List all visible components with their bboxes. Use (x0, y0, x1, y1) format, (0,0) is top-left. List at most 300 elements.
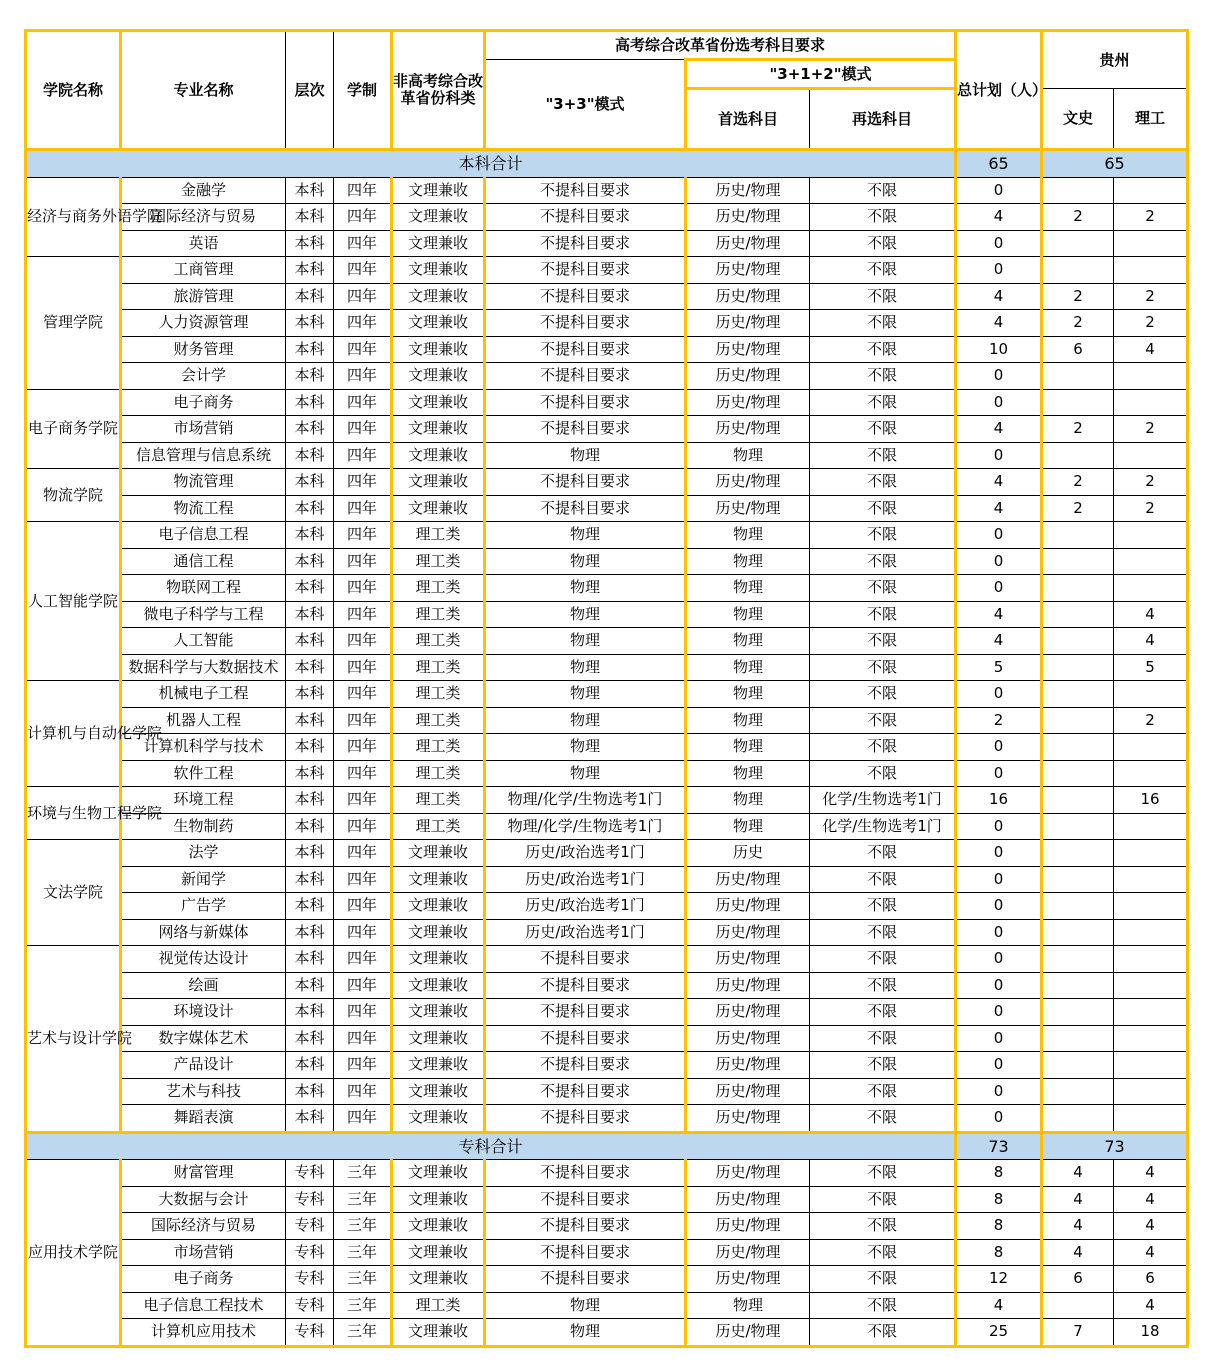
cell-second-subject: 不限 (810, 442, 956, 469)
cell-total: 0 (956, 230, 1042, 257)
cell-duration: 四年 (334, 1052, 392, 1079)
cell-arts (1042, 442, 1114, 469)
cell-science (1114, 999, 1188, 1026)
cell-science (1114, 1105, 1188, 1133)
cell-second-subject: 不限 (810, 1025, 956, 1052)
cell-science (1114, 363, 1188, 390)
cell-non-reform: 理工类 (392, 813, 485, 840)
cell-mode-33: 物理 (485, 522, 686, 549)
header-province: 贵州 (1042, 31, 1188, 89)
cell-non-reform: 理工类 (392, 575, 485, 602)
enrollment-plan-table (24, 29, 1189, 1348)
cell-second-subject: 不限 (810, 707, 956, 734)
cell-major: 环境设计 (121, 999, 286, 1026)
cell-first-subject: 物理 (686, 760, 810, 787)
cell-arts (1042, 1052, 1114, 1079)
table-row (26, 787, 1188, 814)
cell-non-reform: 文理兼收 (392, 416, 485, 443)
cell-non-reform: 理工类 (392, 601, 485, 628)
cell-second-subject: 不限 (810, 999, 956, 1026)
cell-mode-33: 不提科目要求 (485, 177, 686, 204)
cell-science: 2 (1114, 416, 1188, 443)
cell-mode-33: 不提科目要求 (485, 946, 686, 973)
cell-first-subject: 历史/物理 (686, 204, 810, 231)
cell-first-subject: 历史/物理 (686, 363, 810, 390)
summary-row (26, 1132, 1188, 1160)
cell-major: 财务管理 (121, 336, 286, 363)
cell-non-reform: 文理兼收 (392, 442, 485, 469)
cell-duration: 三年 (334, 1160, 392, 1187)
table-row (26, 389, 1188, 416)
cell-major: 微电子科学与工程 (121, 601, 286, 628)
cell-arts: 2 (1042, 416, 1114, 443)
cell-arts: 4 (1042, 1186, 1114, 1213)
cell-arts (1042, 1025, 1114, 1052)
cell-arts (1042, 999, 1114, 1026)
table-row (26, 1266, 1188, 1293)
cell-science (1114, 257, 1188, 284)
cell-total: 0 (956, 760, 1042, 787)
college-name: 应用技术学院 (26, 1160, 121, 1347)
header-mode-312: "3+1+2"模式 (686, 60, 956, 89)
cell-total: 0 (956, 363, 1042, 390)
cell-second-subject: 不限 (810, 1186, 956, 1213)
cell-non-reform: 文理兼收 (392, 1213, 485, 1240)
cell-major: 数字媒体艺术 (121, 1025, 286, 1052)
cell-first-subject: 物理 (686, 601, 810, 628)
cell-second-subject: 不限 (810, 946, 956, 973)
table-row (26, 416, 1188, 443)
cell-major: 国际经济与贸易 (121, 204, 286, 231)
table-row (26, 866, 1188, 893)
cell-science (1114, 389, 1188, 416)
cell-non-reform: 文理兼收 (392, 866, 485, 893)
cell-science (1114, 919, 1188, 946)
cell-first-subject: 历史/物理 (686, 283, 810, 310)
cell-science: 2 (1114, 310, 1188, 337)
cell-major: 电子信息工程技术 (121, 1292, 286, 1319)
cell-arts: 6 (1042, 336, 1114, 363)
cell-duration: 四年 (334, 257, 392, 284)
cell-mode-33: 物理 (485, 707, 686, 734)
summary-province-total: 73 (1042, 1132, 1188, 1160)
cell-first-subject: 物理 (686, 575, 810, 602)
cell-major: 软件工程 (121, 760, 286, 787)
cell-second-subject: 不限 (810, 257, 956, 284)
cell-first-subject: 历史/物理 (686, 1186, 810, 1213)
cell-duration: 四年 (334, 734, 392, 761)
cell-non-reform: 理工类 (392, 760, 485, 787)
table-row (26, 734, 1188, 761)
cell-science (1114, 230, 1188, 257)
cell-level: 本科 (286, 310, 334, 337)
cell-arts (1042, 654, 1114, 681)
cell-major: 计算机科学与技术 (121, 734, 286, 761)
cell-duration: 四年 (334, 972, 392, 999)
cell-arts: 2 (1042, 495, 1114, 522)
table-row (26, 204, 1188, 231)
cell-first-subject: 历史/物理 (686, 416, 810, 443)
cell-total: 2 (956, 707, 1042, 734)
header-college: 学院名称 (26, 31, 121, 150)
summary-label: 专科合计 (26, 1132, 956, 1160)
cell-duration: 三年 (334, 1266, 392, 1293)
summary-province-total: 65 (1042, 150, 1188, 178)
cell-mode-33: 不提科目要求 (485, 204, 686, 231)
header-mode-33: "3+3"模式 (485, 60, 686, 150)
cell-duration: 四年 (334, 999, 392, 1026)
cell-major: 广告学 (121, 893, 286, 920)
cell-major: 环境工程 (121, 787, 286, 814)
cell-arts (1042, 787, 1114, 814)
cell-second-subject: 化学/生物选考1门 (810, 813, 956, 840)
cell-total: 4 (956, 416, 1042, 443)
cell-science: 5 (1114, 654, 1188, 681)
cell-arts: 2 (1042, 469, 1114, 496)
cell-major: 机器人工程 (121, 707, 286, 734)
cell-duration: 四年 (334, 575, 392, 602)
cell-non-reform: 文理兼收 (392, 919, 485, 946)
cell-second-subject: 不限 (810, 1239, 956, 1266)
table-row (26, 919, 1188, 946)
cell-level: 本科 (286, 946, 334, 973)
header-science: 理工 (1114, 89, 1188, 150)
cell-major: 网络与新媒体 (121, 919, 286, 946)
cell-total: 4 (956, 283, 1042, 310)
cell-arts: 6 (1042, 1266, 1114, 1293)
cell-total: 0 (956, 1025, 1042, 1052)
cell-total: 4 (956, 628, 1042, 655)
cell-science: 2 (1114, 707, 1188, 734)
cell-science (1114, 1025, 1188, 1052)
cell-non-reform: 文理兼收 (392, 310, 485, 337)
cell-non-reform: 文理兼收 (392, 1319, 485, 1347)
college-name: 人工智能学院 (26, 522, 121, 681)
cell-mode-33: 不提科目要求 (485, 1239, 686, 1266)
cell-major: 艺术与科技 (121, 1078, 286, 1105)
table-row (26, 813, 1188, 840)
cell-arts: 4 (1042, 1213, 1114, 1240)
cell-arts (1042, 1078, 1114, 1105)
cell-non-reform: 理工类 (392, 654, 485, 681)
cell-second-subject: 不限 (810, 469, 956, 496)
cell-science (1114, 177, 1188, 204)
enrollment-plan-document (24, 29, 1189, 1348)
header-arts: 文史 (1042, 89, 1114, 150)
cell-second-subject: 不限 (810, 681, 956, 708)
cell-duration: 四年 (334, 310, 392, 337)
summary-total: 65 (956, 150, 1042, 178)
table-row (26, 946, 1188, 973)
table-row (26, 575, 1188, 602)
cell-arts (1042, 522, 1114, 549)
cell-duration: 三年 (334, 1213, 392, 1240)
table-row (26, 522, 1188, 549)
cell-non-reform: 文理兼收 (392, 1239, 485, 1266)
cell-non-reform: 理工类 (392, 707, 485, 734)
header-total: 总计划（人） (956, 31, 1042, 150)
header-duration: 学制 (334, 31, 392, 150)
cell-arts: 2 (1042, 310, 1114, 337)
cell-mode-33: 物理 (485, 1292, 686, 1319)
cell-major: 计算机应用技术 (121, 1319, 286, 1347)
cell-first-subject: 历史/物理 (686, 1266, 810, 1293)
cell-duration: 四年 (334, 840, 392, 867)
cell-first-subject: 历史/物理 (686, 919, 810, 946)
cell-mode-33: 不提科目要求 (485, 469, 686, 496)
cell-total: 0 (956, 177, 1042, 204)
cell-level: 本科 (286, 999, 334, 1026)
table-row (26, 1319, 1188, 1347)
table-row (26, 548, 1188, 575)
cell-level: 专科 (286, 1160, 334, 1187)
cell-arts (1042, 919, 1114, 946)
cell-total: 0 (956, 1052, 1042, 1079)
cell-duration: 四年 (334, 601, 392, 628)
cell-level: 专科 (286, 1292, 334, 1319)
cell-second-subject: 不限 (810, 628, 956, 655)
cell-non-reform: 文理兼收 (392, 389, 485, 416)
cell-major: 电子商务 (121, 1266, 286, 1293)
cell-duration: 四年 (334, 654, 392, 681)
cell-non-reform: 文理兼收 (392, 363, 485, 390)
cell-first-subject: 历史/物理 (686, 336, 810, 363)
cell-science: 4 (1114, 628, 1188, 655)
cell-major: 金融学 (121, 177, 286, 204)
cell-duration: 三年 (334, 1319, 392, 1347)
cell-non-reform: 文理兼收 (392, 230, 485, 257)
cell-duration: 四年 (334, 548, 392, 575)
cell-second-subject: 不限 (810, 389, 956, 416)
cell-first-subject: 历史 (686, 840, 810, 867)
cell-major: 绘画 (121, 972, 286, 999)
cell-first-subject: 物理 (686, 681, 810, 708)
cell-non-reform: 文理兼收 (392, 840, 485, 867)
cell-arts (1042, 601, 1114, 628)
cell-level: 本科 (286, 416, 334, 443)
table-row (26, 1239, 1188, 1266)
cell-science: 4 (1114, 1292, 1188, 1319)
cell-first-subject: 历史/物理 (686, 1239, 810, 1266)
cell-level: 专科 (286, 1266, 334, 1293)
cell-science (1114, 734, 1188, 761)
cell-mode-33: 不提科目要求 (485, 972, 686, 999)
cell-mode-33: 物理/化学/生物选考1门 (485, 813, 686, 840)
cell-second-subject: 不限 (810, 840, 956, 867)
table-row (26, 999, 1188, 1026)
cell-duration: 四年 (334, 442, 392, 469)
header-second-subject: 再选科目 (810, 89, 956, 150)
cell-science: 2 (1114, 283, 1188, 310)
cell-total: 4 (956, 469, 1042, 496)
table-row (26, 336, 1188, 363)
cell-mode-33: 不提科目要求 (485, 230, 686, 257)
cell-total: 8 (956, 1213, 1042, 1240)
cell-non-reform: 理工类 (392, 548, 485, 575)
cell-science (1114, 972, 1188, 999)
table-row (26, 1025, 1188, 1052)
cell-arts (1042, 681, 1114, 708)
cell-second-subject: 不限 (810, 363, 956, 390)
cell-arts (1042, 734, 1114, 761)
cell-total: 8 (956, 1239, 1042, 1266)
cell-first-subject: 历史/物理 (686, 1319, 810, 1347)
cell-second-subject: 不限 (810, 336, 956, 363)
table-row (26, 177, 1188, 204)
cell-science (1114, 760, 1188, 787)
cell-major: 电子信息工程 (121, 522, 286, 549)
cell-major: 市场营销 (121, 1239, 286, 1266)
cell-first-subject: 历史/物理 (686, 1213, 810, 1240)
cell-science: 4 (1114, 1239, 1188, 1266)
table-row (26, 840, 1188, 867)
table-row (26, 601, 1188, 628)
cell-mode-33: 历史/政治选考1门 (485, 840, 686, 867)
cell-second-subject: 不限 (810, 893, 956, 920)
cell-science (1114, 442, 1188, 469)
cell-non-reform: 文理兼收 (392, 257, 485, 284)
table-row (26, 442, 1188, 469)
table-row (26, 495, 1188, 522)
cell-first-subject: 历史/物理 (686, 230, 810, 257)
cell-mode-33: 不提科目要求 (485, 999, 686, 1026)
cell-level: 本科 (286, 1105, 334, 1133)
college-name: 计算机与自动化学院 (26, 681, 121, 787)
cell-arts (1042, 946, 1114, 973)
cell-level: 本科 (286, 522, 334, 549)
cell-arts (1042, 575, 1114, 602)
cell-second-subject: 不限 (810, 1319, 956, 1347)
cell-duration: 四年 (334, 389, 392, 416)
cell-science (1114, 866, 1188, 893)
cell-first-subject: 物理 (686, 442, 810, 469)
table-row (26, 1052, 1188, 1079)
cell-level: 专科 (286, 1213, 334, 1240)
header-non-reform: 非高考综合改革省份科类 (392, 31, 485, 150)
cell-total: 0 (956, 681, 1042, 708)
cell-arts (1042, 177, 1114, 204)
college-name: 管理学院 (26, 257, 121, 390)
cell-science: 6 (1114, 1266, 1188, 1293)
cell-non-reform: 理工类 (392, 522, 485, 549)
college-name: 经济与商务外语学院 (26, 177, 121, 257)
cell-arts: 4 (1042, 1160, 1114, 1187)
table-row (26, 1078, 1188, 1105)
cell-second-subject: 不限 (810, 310, 956, 337)
cell-second-subject: 不限 (810, 283, 956, 310)
cell-first-subject: 历史/物理 (686, 1105, 810, 1133)
cell-first-subject: 历史/物理 (686, 893, 810, 920)
college-name: 环境与生物工程学院 (26, 787, 121, 840)
cell-arts (1042, 893, 1114, 920)
cell-major: 舞蹈表演 (121, 1105, 286, 1133)
cell-duration: 四年 (334, 522, 392, 549)
cell-second-subject: 化学/生物选考1门 (810, 787, 956, 814)
college-name: 艺术与设计学院 (26, 946, 121, 1133)
cell-non-reform: 理工类 (392, 681, 485, 708)
cell-level: 本科 (286, 283, 334, 310)
table-row (26, 628, 1188, 655)
cell-duration: 四年 (334, 1105, 392, 1133)
table-row (26, 363, 1188, 390)
cell-arts (1042, 257, 1114, 284)
cell-total: 0 (956, 389, 1042, 416)
cell-science: 4 (1114, 1213, 1188, 1240)
table-row (26, 1105, 1188, 1133)
cell-mode-33: 物理 (485, 628, 686, 655)
cell-second-subject: 不限 (810, 734, 956, 761)
cell-total: 25 (956, 1319, 1042, 1347)
cell-science: 4 (1114, 601, 1188, 628)
cell-arts (1042, 972, 1114, 999)
cell-level: 本科 (286, 654, 334, 681)
cell-major: 数据科学与大数据技术 (121, 654, 286, 681)
cell-science: 4 (1114, 1186, 1188, 1213)
cell-major: 信息管理与信息系统 (121, 442, 286, 469)
table-row (26, 1160, 1188, 1187)
cell-arts (1042, 707, 1114, 734)
cell-level: 本科 (286, 734, 334, 761)
cell-major: 英语 (121, 230, 286, 257)
table-row (26, 1292, 1188, 1319)
cell-major: 电子商务 (121, 389, 286, 416)
table-body (26, 150, 1188, 1347)
cell-major: 工商管理 (121, 257, 286, 284)
cell-non-reform: 理工类 (392, 734, 485, 761)
cell-total: 4 (956, 601, 1042, 628)
cell-second-subject: 不限 (810, 1266, 956, 1293)
cell-total: 0 (956, 919, 1042, 946)
cell-mode-33: 不提科目要求 (485, 1052, 686, 1079)
cell-non-reform: 文理兼收 (392, 283, 485, 310)
cell-level: 本科 (286, 363, 334, 390)
cell-total: 5 (956, 654, 1042, 681)
cell-second-subject: 不限 (810, 522, 956, 549)
table-row (26, 310, 1188, 337)
cell-mode-33: 物理 (485, 1319, 686, 1347)
cell-science (1114, 522, 1188, 549)
cell-mode-33: 不提科目要求 (485, 1105, 686, 1133)
cell-second-subject: 不限 (810, 654, 956, 681)
cell-level: 本科 (286, 972, 334, 999)
cell-total: 4 (956, 204, 1042, 231)
cell-mode-33: 不提科目要求 (485, 257, 686, 284)
cell-level: 本科 (286, 204, 334, 231)
cell-level: 专科 (286, 1319, 334, 1347)
cell-level: 本科 (286, 1078, 334, 1105)
cell-mode-33: 不提科目要求 (485, 1160, 686, 1187)
cell-level: 本科 (286, 893, 334, 920)
table-row (26, 893, 1188, 920)
cell-second-subject: 不限 (810, 1213, 956, 1240)
college-name: 文法学院 (26, 840, 121, 946)
cell-second-subject: 不限 (810, 760, 956, 787)
cell-total: 0 (956, 575, 1042, 602)
cell-science (1114, 575, 1188, 602)
cell-level: 本科 (286, 469, 334, 496)
cell-level: 本科 (286, 601, 334, 628)
cell-duration: 四年 (334, 363, 392, 390)
cell-first-subject: 物理 (686, 813, 810, 840)
cell-first-subject: 历史/物理 (686, 1025, 810, 1052)
cell-first-subject: 物理 (686, 787, 810, 814)
cell-level: 本科 (286, 177, 334, 204)
summary-row (26, 150, 1188, 178)
table-row (26, 283, 1188, 310)
cell-level: 本科 (286, 389, 334, 416)
cell-non-reform: 文理兼收 (392, 1105, 485, 1133)
cell-major: 通信工程 (121, 548, 286, 575)
